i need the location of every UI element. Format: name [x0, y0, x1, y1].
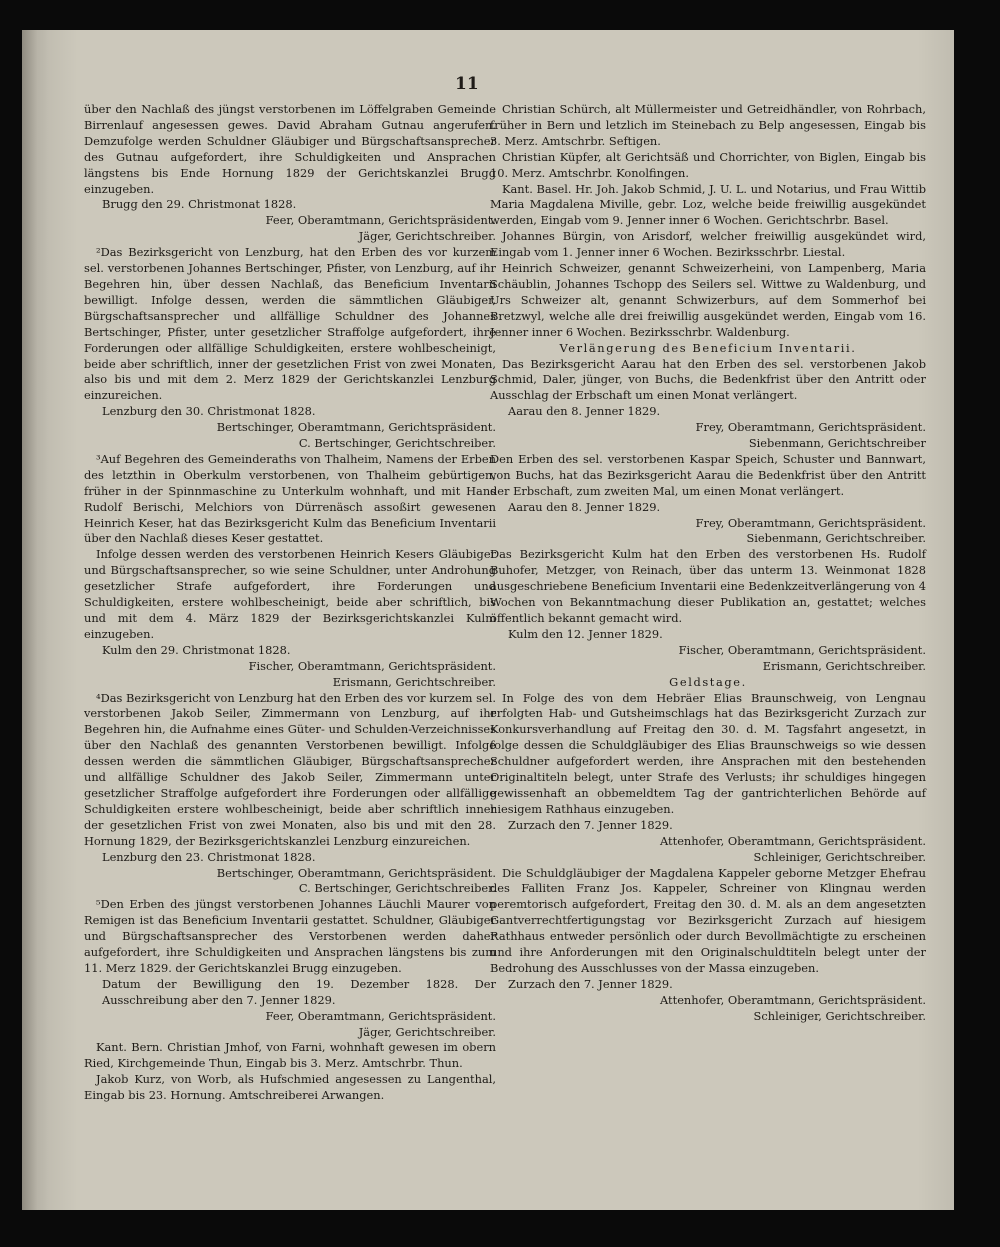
signature-line: Bertschinger, Oberamtmann, Gerichtspräsident.	[216, 865, 496, 880]
signature-line: Siebenmann, Gerichtschreiber.	[746, 531, 926, 546]
signature-line: Attenhofer, Oberamtmann, Gerichtspräsident.	[660, 992, 926, 1007]
signature-line: Schleiniger, Gerichtschreiber.	[753, 1008, 926, 1023]
dateline: Zurzach den 7. Jenner 1829.	[508, 976, 673, 991]
dateline: Kulm den 29. Christmonat 1828.	[102, 642, 291, 657]
notice-paragraph: In Folge des von dem Hebräer Elias Braunschweig, von Lengnau erfolgten Hab- und Gutsheimschlags hat das Bezirksgericht Zurzach zur Konkursverhandlung auf Freitag den 30. d. M. Tagsfahrt angesetzt, in folge dessen die Schuldgläubiger des Elias Braunschweigs so wie dessen Schuldner aufgefordert werden, ihre Ansprachen mit den bestehenden Originaltiteln belegt, unter Strafe des Verlusts; ihr schuldiges hingegen gewissenhaft an obbemeldtem Tag der gantrichterlichen Behörde auf hiesigem Rathhaus einzugeben.	[490, 690, 926, 816]
dateline: Datum der Bewilligung den 19. Dezember 1828. Der Ausschreibung aber den 7. Jenner 1829.	[102, 976, 496, 1007]
notice-paragraph: Johannes Bürgin, von Arisdorf, welcher freiwillig ausgekündet wird, Eingab vom 1. Jenner inner 6 Wochen. Bezirksschrbr. Liestal.	[490, 229, 926, 260]
notice-paragraph: Christian Schürch, alt Müllermeister und Getreidhändler, von Rohrbach, früher in Bern und letzlich im Steinebach zu Belp angesessen, Eingab bis 3. Merz. Amtschrbr. Seftigen.	[490, 102, 926, 148]
signature-line: Jäger, Gerichtschreiber.	[358, 1024, 496, 1039]
dateline: Aarau den 8. Jenner 1829.	[508, 404, 661, 419]
left-column	[84, 102, 496, 1104]
dateline: Kulm den 12. Jenner 1829.	[508, 626, 663, 641]
signature-line: Frey, Oberamtmann, Gerichtspräsident.	[695, 515, 926, 530]
notice-paragraph: Kant. Bern. Christian Jmhof, von Farni, wohnhaft gewesen im obern Ried, Kirchgemeinde Thun, Eingab bis 3. Merz. Amtschrbr. Thun.	[84, 1040, 496, 1071]
signature-line: Erismann, Gerichtschreiber.	[762, 658, 926, 673]
dateline: Zurzach den 7. Jenner 1829.	[508, 817, 673, 832]
signature-line: C. Bertschinger, Gerichtschreiber.	[298, 881, 496, 896]
notice-paragraph: ⁴Das Bezirksgericht von Lenzburg hat den Erben des vor kurzem sel. verstorbenen Jakob Seiler, Zimmermann von Lenzburg, auf ihr Begehren hin, die Aufnahme eines Güter- und Schulden-Verzeichnisses über den Nachlaß des genannten Verstorbenen bewilligt. Infolge dessen werden die sämmtlichen Gläubiger, Bürgschaftsansprecher und allfällige Schuldner des Jakob Seiler, Zimmermann unter gesetzlicher Straffolge aufgefordert ihre Forderungen oder allfällige Schuldigkeiten erstere wohlbescheinigt, beide aber schriftlich inner der gesetzlichen Frist von zwei Monaten, also bis und mit den 28. Hornung 1829, der Bezirksgerichtskanzlei Lenzburg einzureichen.	[84, 690, 496, 848]
section-heading: Geldstage.	[669, 674, 747, 689]
notice-paragraph: ⁵Den Erben des jüngst verstorbenen Johannes Läuchli Maurer von Remigen ist das Beneficium Inventarii gestattet. Schuldner, Gläubiger und Bürgschaftsansprecher des Verstorbenen werden daher aufgefordert, ihre Schuldigkeiten und Ansprachen längstens bis zum 11. Merz 1829. der Gerichtskanzlei Brugg einzugeben.	[84, 897, 496, 975]
signature-line: Bertschinger, Oberamtmann, Gerichtspräsident.	[216, 420, 496, 435]
signature-line: Fischer, Oberamtmann, Gerichtspräsident.	[678, 642, 926, 657]
notice-paragraph: Die Schuldgläubiger der Magdalena Kappeler geborne Metzger Ehefrau des Falliten Franz Jos. Kappeler, Schreiner von Klingnau werden peremtorisch aufgefordert, Freitag den 30. d. M. als an dem angesetzten Gantverrechtfertigungstag vor Bezirksgericht Zurzach auf hiesigem Rathhaus entweder persönlich oder durch Bevollmächtigte zu erscheinen und ihre Anforderungen mit den Originalschuldtiteln belegt unter der Bedrohung des Ausschlusses von der Massa einzugeben.	[490, 865, 926, 975]
notice-paragraph: Kant. Basel. Hr. Joh. Jakob Schmid, J. U. L. und Notarius, und Frau Wittib Maria Magdalena Miville, gebr. Loz, welche beide freiwillig ausgekündet werden, Eingab vom 9. Jenner inner 6 Wochen. Gerichtschrbr. Basel.	[490, 181, 926, 228]
signature-line: Schleiniger, Gerichtschreiber.	[753, 849, 926, 864]
signature-line: C. Bertschinger, Gerichtschreiber.	[298, 436, 496, 451]
notice-paragraph: ²Das Bezirksgericht von Lenzburg, hat den Erben des vor kurzem sel. verstorbenen Johannes Bertschinger, Pfister, von Lenzburg, auf ihr Begehren hin, über dessen Nachlaß, das Beneficium Inventarii bewilligt. Infolge dessen, werden die sämmtlichen Gläubiger, Bürgschaftsansprecher und allfällige Schuldner des Johannes Bertschinger, Pfister, unter gesetzlicher Straffolge aufgefordert, ihre Forderungen oder allfällige Schuldigkeiten, erstere wohlbescheinigt, beide aber schriftlich, inner der gesetzlichen Frist von zwei Monaten, also bis und mit dem 2. Merz 1829 der Gerichtskanzlei Lenzburg einzureichen.	[84, 245, 496, 403]
dateline: Lenzburg den 23. Christmonat 1828.	[102, 849, 316, 864]
section-heading: Verlängerung des Beneficium Inventarii.	[559, 340, 857, 355]
signature-line: Feer, Oberamtmann, Gerichtspräsident.	[265, 213, 496, 228]
notice-paragraph: Das Bezirksgericht Aarau hat den Erben des sel. verstorbenen Jakob Schmid, Daler, jünger, von Buchs, die Bedenkfrist über den Antritt oder Ausschlag der Erbschaft um einen Monat verlängert.	[490, 356, 926, 403]
page-fold-shadow	[22, 30, 48, 1210]
notice-paragraph: Infolge dessen werden des verstorbenen Heinrich Kesers Gläubiger und Bürgschaftsansprecher, so wie seine Schuldner, unter Androhung gesetzlicher Strafe aufgefordert, ihre Forderungen und Schuldigkeiten, erstere wohlbescheinigt, beide aber schriftlich, bis und mit dem 4. März 1829 der Bezirksgerichtskanzlei Kulm einzugeben.	[84, 547, 496, 641]
notice-paragraph: Heinrich Schweizer, genannt Schweizerheini, von Lampenberg, Maria Schäublin, Johannes Tschopp des Seilers sel. Wittwe zu Waldenburg, und Urs Schweizer alt, genannt Schwizerburs, auf dem Sommerhof bei Bretzwyl, welche alle drei freiwillig ausgekündet werden, Eingab vom 16. Jenner inner 6 Wochen. Bezirksschrbr. Waldenburg.	[490, 261, 926, 339]
notice-paragraph: ³Auf Begehren des Gemeinderaths von Thalheim, Namens der Erben des letzthin in Oberkulm verstorbenen, von Thalheim gebürtigen, früher in der Spinnmaschine zu Unterkulm wohnhaft, und mit Hans Rudolf Berischi, Melchiors von Dürrenäsch assoßirt gewesenen Heinrich Keser, hat das Bezirksgericht Kulm das Beneficium Inventarii über den Nachlaß dieses Keser gestattet.	[84, 451, 496, 546]
signature-line: Fischer, Oberamtmann, Gerichtspräsident.	[248, 658, 496, 673]
page-number: 11	[455, 74, 479, 94]
dateline: Brugg den 29. Christmonat 1828.	[102, 197, 297, 212]
newspaper-page	[22, 30, 954, 1210]
notice-paragraph: Den Erben des sel. verstorbenen Kaspar Speich, Schuster und Bannwart, von Buchs, hat das Bezirksgericht Aarau die Bedenkfrist über den Antritt der Erbschaft, zum zweiten Mal, um einen Monat verlängert.	[490, 451, 926, 498]
signature-line: Attenhofer, Oberamtmann, Gerichtspräsident.	[660, 833, 926, 848]
dateline: Aarau den 8. Jenner 1829.	[508, 499, 661, 514]
notice-paragraph: Christian Küpfer, alt Gerichtsäß und Chorrichter, von Biglen, Eingab bis 10. Merz. Amtschrbr. Konolfingen.	[490, 149, 926, 180]
right-column	[490, 102, 926, 1025]
notice-paragraph: Jakob Kurz, von Worb, als Hufschmied angesessen zu Langenthal, Eingab bis 23. Hornung. Amtschreiberei Arwangen.	[84, 1072, 496, 1103]
signature-line: Jäger, Gerichtschreiber.	[358, 229, 496, 244]
notice-paragraph: Das Bezirksgericht Kulm hat den Erben des verstorbenen Hs. Rudolf Buhofer, Metzger, von Reinach, über das unterm 13. Weinmonat 1828 ausgeschriebene Beneficium Inventarii eine Bedenkzeitverlängerung von 4 Wochen von Bekanntmachung dieser Publikation an, gestattet; welches öffentlich bekannt gemacht wird.	[490, 547, 926, 625]
signature-line: Feer, Oberamtmann, Gerichtspräsident.	[265, 1008, 496, 1023]
notice-paragraph: über den Nachlaß des jüngst verstorbenen im Löffelgraben Gemeinde Birrenlauf angesessen gewes. David Abraham Gutnau angerufen. Demzufolge werden Schuldner Gläubiger und Bürgschaftsansprecher des Gutnau aufgefordert, ihre Schuldigkeiten und Ansprachen längstens bis Ende Hornung 1829 der Gerichtskanzlei Brugg einzugeben.	[84, 102, 496, 196]
signature-line: Frey, Oberamtmann, Gerichtspräsident.	[695, 420, 926, 435]
signature-line: Siebenmann, Gerichtschreiber	[748, 436, 926, 451]
dateline: Lenzburg den 30. Christmonat 1828.	[102, 404, 316, 419]
signature-line: Erismann, Gerichtschreiber.	[332, 674, 496, 689]
